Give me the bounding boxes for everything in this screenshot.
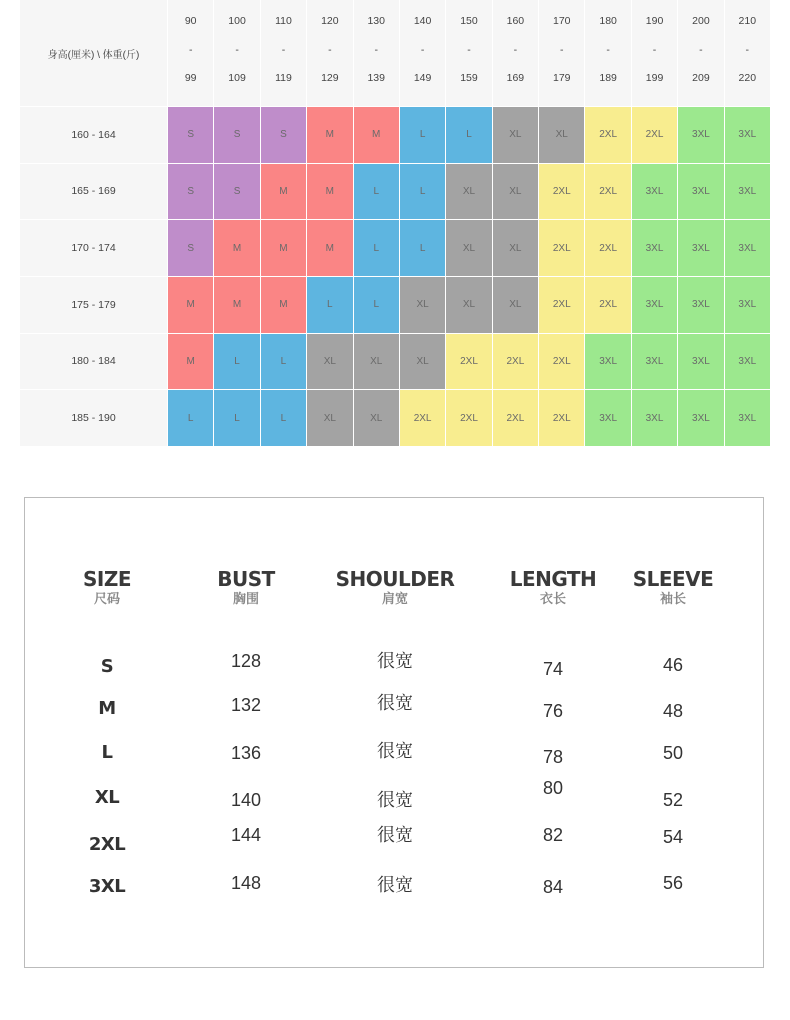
weight-range-to: 220 — [738, 72, 757, 84]
measurement-shoulder: 很宽 — [377, 825, 413, 845]
size-cell: 3XL — [725, 220, 770, 276]
size-cell: 3XL — [585, 390, 630, 446]
size-cell: L — [261, 334, 306, 390]
weight-range-dash: - — [606, 43, 610, 56]
measurement-shoulder: 很宽 — [377, 741, 413, 761]
size-cell: M — [168, 277, 213, 333]
weight-range-header — [678, 0, 723, 106]
measurement-size: 3XL — [88, 876, 126, 897]
weight-range-header — [261, 0, 306, 106]
size-cell: L — [261, 390, 306, 446]
size-cell: XL — [493, 277, 538, 333]
size-cell: XL — [493, 164, 538, 220]
size-cell: XL — [307, 390, 352, 446]
height-range-label: 185 - 190 — [20, 390, 167, 446]
size-cell: XL — [446, 220, 491, 276]
weight-range-dash: - — [745, 43, 750, 56]
measurement-sleeve: 52 — [662, 790, 684, 810]
weight-range-to: 119 — [275, 72, 292, 84]
size-cell: L — [168, 390, 213, 446]
weight-range-from: 160 — [506, 15, 525, 27]
size-cell: XL — [354, 334, 399, 390]
size-cell: XL — [446, 277, 491, 333]
measurement-bust: 140 — [230, 790, 262, 810]
weight-range-dash: - — [374, 43, 378, 56]
measurement-shoulder: 很宽 — [377, 875, 413, 895]
column-header-en: SLEEVE — [632, 567, 714, 591]
size-cell: 2XL — [585, 107, 630, 163]
measurement-size: XL — [94, 787, 120, 808]
weight-range-from: 90 — [184, 15, 197, 27]
size-cell: 3XL — [678, 277, 723, 333]
column-header-en: SHOULDER — [335, 567, 455, 591]
weight-range-from: 150 — [460, 15, 478, 27]
size-cell: L — [354, 220, 399, 276]
size-cell: M — [261, 277, 306, 333]
weight-range-dash: - — [513, 43, 518, 56]
weight-range-header — [632, 0, 677, 106]
size-cell: 3XL — [678, 164, 723, 220]
height-range-label: 170 - 174 — [20, 220, 167, 276]
size-cell: 3XL — [632, 277, 677, 333]
size-cell: 2XL — [585, 277, 630, 333]
weight-range-dash: - — [188, 43, 193, 56]
size-cell: 3XL — [678, 220, 723, 276]
size-recommendation-grid — [20, 0, 770, 446]
measurement-length: 74 — [542, 659, 564, 679]
size-cell: 3XL — [678, 390, 723, 446]
weight-range-dash: - — [235, 43, 239, 56]
weight-range-dash: - — [699, 43, 703, 56]
column-header-zh: 肩宽 — [381, 591, 408, 606]
size-cell: 2XL — [539, 164, 584, 220]
column-header-zh: 尺码 — [93, 591, 120, 606]
size-cell: L — [400, 220, 445, 276]
size-cell: M — [261, 220, 306, 276]
size-cell: L — [214, 334, 259, 390]
size-cell: M — [354, 107, 399, 163]
size-cell: 3XL — [678, 334, 723, 390]
measurement-shoulder: 很宽 — [377, 651, 413, 671]
size-cell: 2XL — [632, 107, 677, 163]
column-header-zh: 衣长 — [539, 591, 566, 606]
measurement-sleeve: 56 — [662, 873, 684, 893]
size-cell: M — [261, 164, 306, 220]
size-cell: 3XL — [725, 107, 770, 163]
size-cell: XL — [400, 277, 445, 333]
measurement-length: 84 — [542, 877, 564, 897]
size-cell: 3XL — [678, 107, 723, 163]
weight-range-dash: - — [420, 43, 425, 56]
measurement-sleeve: 50 — [662, 743, 684, 763]
weight-range-from: 190 — [645, 15, 664, 27]
size-cell: 3XL — [632, 220, 677, 276]
size-cell: 2XL — [539, 220, 584, 276]
measurement-bust: 128 — [230, 651, 262, 671]
weight-range-to: 159 — [460, 72, 478, 84]
size-cell: 2XL — [446, 334, 491, 390]
weight-range-from: 100 — [228, 15, 246, 27]
weight-range-to: 139 — [367, 72, 385, 84]
weight-range-to: 189 — [599, 72, 617, 84]
size-cell: 2XL — [493, 334, 538, 390]
size-cell: XL — [446, 164, 491, 220]
height-range-label: 175 - 179 — [20, 277, 167, 333]
weight-range-from: 140 — [413, 15, 432, 27]
size-cell: S — [168, 107, 213, 163]
measurement-size: S — [100, 656, 114, 677]
height-range-label: 160 - 164 — [20, 107, 167, 163]
measurement-sleeve: 48 — [662, 701, 684, 721]
column-header-size — [27, 568, 187, 608]
weight-range-to: 169 — [506, 72, 525, 84]
weight-range-to: 109 — [228, 72, 246, 84]
size-cell: 3XL — [725, 334, 770, 390]
weight-range-to: 199 — [645, 72, 664, 84]
weight-range-header — [493, 0, 538, 106]
measurement-sleeve: 54 — [662, 827, 684, 847]
column-header-zh: 袖长 — [659, 591, 686, 606]
size-cell: 2XL — [493, 390, 538, 446]
weight-range-header — [214, 0, 259, 106]
weight-range-to: 209 — [692, 72, 710, 84]
measurement-size: L — [101, 742, 113, 763]
weight-range-to: 99 — [184, 72, 197, 84]
weight-range-dash: - — [560, 43, 564, 56]
measurement-length: 80 — [542, 778, 564, 798]
weight-range-header — [354, 0, 399, 106]
size-cell: 2XL — [539, 390, 584, 446]
weight-range-to: 129 — [321, 72, 339, 84]
column-header-en: LENGTH — [509, 567, 597, 591]
size-cell: M — [307, 107, 352, 163]
size-cell: XL — [354, 390, 399, 446]
height-range-label: 180 - 184 — [20, 334, 167, 390]
size-cell: L — [400, 164, 445, 220]
size-cell: XL — [307, 334, 352, 390]
measurement-sleeve: 46 — [662, 655, 684, 675]
size-cell: M — [214, 220, 259, 276]
weight-range-from: 170 — [552, 15, 571, 27]
size-cell: S — [168, 164, 213, 220]
measurement-size: 2XL — [88, 834, 126, 855]
size-cell: M — [168, 334, 213, 390]
size-cell: XL — [493, 220, 538, 276]
weight-range-header — [585, 0, 630, 106]
weight-range-to: 179 — [552, 72, 571, 84]
measurement-bust: 144 — [230, 825, 262, 845]
measurement-length: 82 — [542, 825, 564, 845]
size-cell: M — [307, 164, 352, 220]
size-cell: 3XL — [585, 334, 630, 390]
column-header-zh: 胸围 — [232, 591, 259, 606]
height-range-label: 165 - 169 — [20, 164, 167, 220]
size-cell: M — [214, 277, 259, 333]
size-cell: 3XL — [632, 390, 677, 446]
measurement-length: 78 — [542, 747, 564, 767]
weight-range-header — [307, 0, 352, 106]
size-cell: S — [214, 107, 259, 163]
size-cell: L — [354, 277, 399, 333]
size-cell: 3XL — [632, 164, 677, 220]
weight-range-dash: - — [328, 43, 332, 56]
column-header-en: SIZE — [82, 567, 131, 591]
weight-range-header — [725, 0, 770, 106]
weight-range-dash: - — [281, 43, 286, 56]
weight-range-header — [446, 0, 491, 106]
size-cell: XL — [493, 107, 538, 163]
size-cell: M — [307, 220, 352, 276]
size-cell: 2XL — [400, 390, 445, 446]
column-header-shoulder — [315, 568, 475, 608]
size-cell: XL — [400, 334, 445, 390]
grid-corner-label: 身高(厘米) \ 体重(斤) — [20, 0, 167, 106]
column-header-bust — [166, 568, 326, 608]
size-cell: S — [168, 220, 213, 276]
size-cell: 2XL — [446, 390, 491, 446]
measurement-length: 76 — [542, 701, 564, 721]
measurement-shoulder: 很宽 — [377, 693, 413, 713]
weight-range-header — [400, 0, 445, 106]
size-cell: L — [307, 277, 352, 333]
size-cell: S — [261, 107, 306, 163]
measurement-bust: 132 — [230, 695, 262, 715]
size-cell: XL — [539, 107, 584, 163]
weight-range-from: 120 — [321, 15, 339, 27]
measurement-bust: 136 — [230, 743, 262, 763]
weight-range-from: 200 — [692, 15, 710, 27]
size-cell: 2XL — [539, 277, 584, 333]
measurement-shoulder: 很宽 — [377, 790, 413, 810]
size-cell: 2XL — [585, 220, 630, 276]
size-cell: L — [354, 164, 399, 220]
measurement-bust: 148 — [230, 873, 262, 893]
size-cell: 2XL — [539, 334, 584, 390]
column-header-en: BUST — [217, 567, 275, 591]
size-cell: 3XL — [632, 334, 677, 390]
weight-range-dash: - — [652, 43, 657, 56]
size-measurement-table — [24, 497, 764, 968]
size-cell: L — [446, 107, 491, 163]
weight-range-dash: - — [467, 43, 471, 56]
size-cell: S — [214, 164, 259, 220]
weight-range-from: 180 — [599, 15, 617, 27]
size-cell: 2XL — [585, 164, 630, 220]
size-cell: L — [214, 390, 259, 446]
weight-range-from: 110 — [275, 15, 292, 27]
weight-range-to: 149 — [413, 72, 432, 84]
size-cell: 3XL — [725, 277, 770, 333]
size-cell: 3XL — [725, 164, 770, 220]
size-cell: 3XL — [725, 390, 770, 446]
measurement-size: M — [98, 698, 116, 719]
weight-range-header — [539, 0, 584, 106]
weight-range-from: 130 — [367, 15, 385, 27]
column-header-sleeve — [593, 568, 753, 608]
weight-range-from: 210 — [738, 15, 757, 27]
weight-range-header — [168, 0, 213, 106]
size-cell: L — [400, 107, 445, 163]
